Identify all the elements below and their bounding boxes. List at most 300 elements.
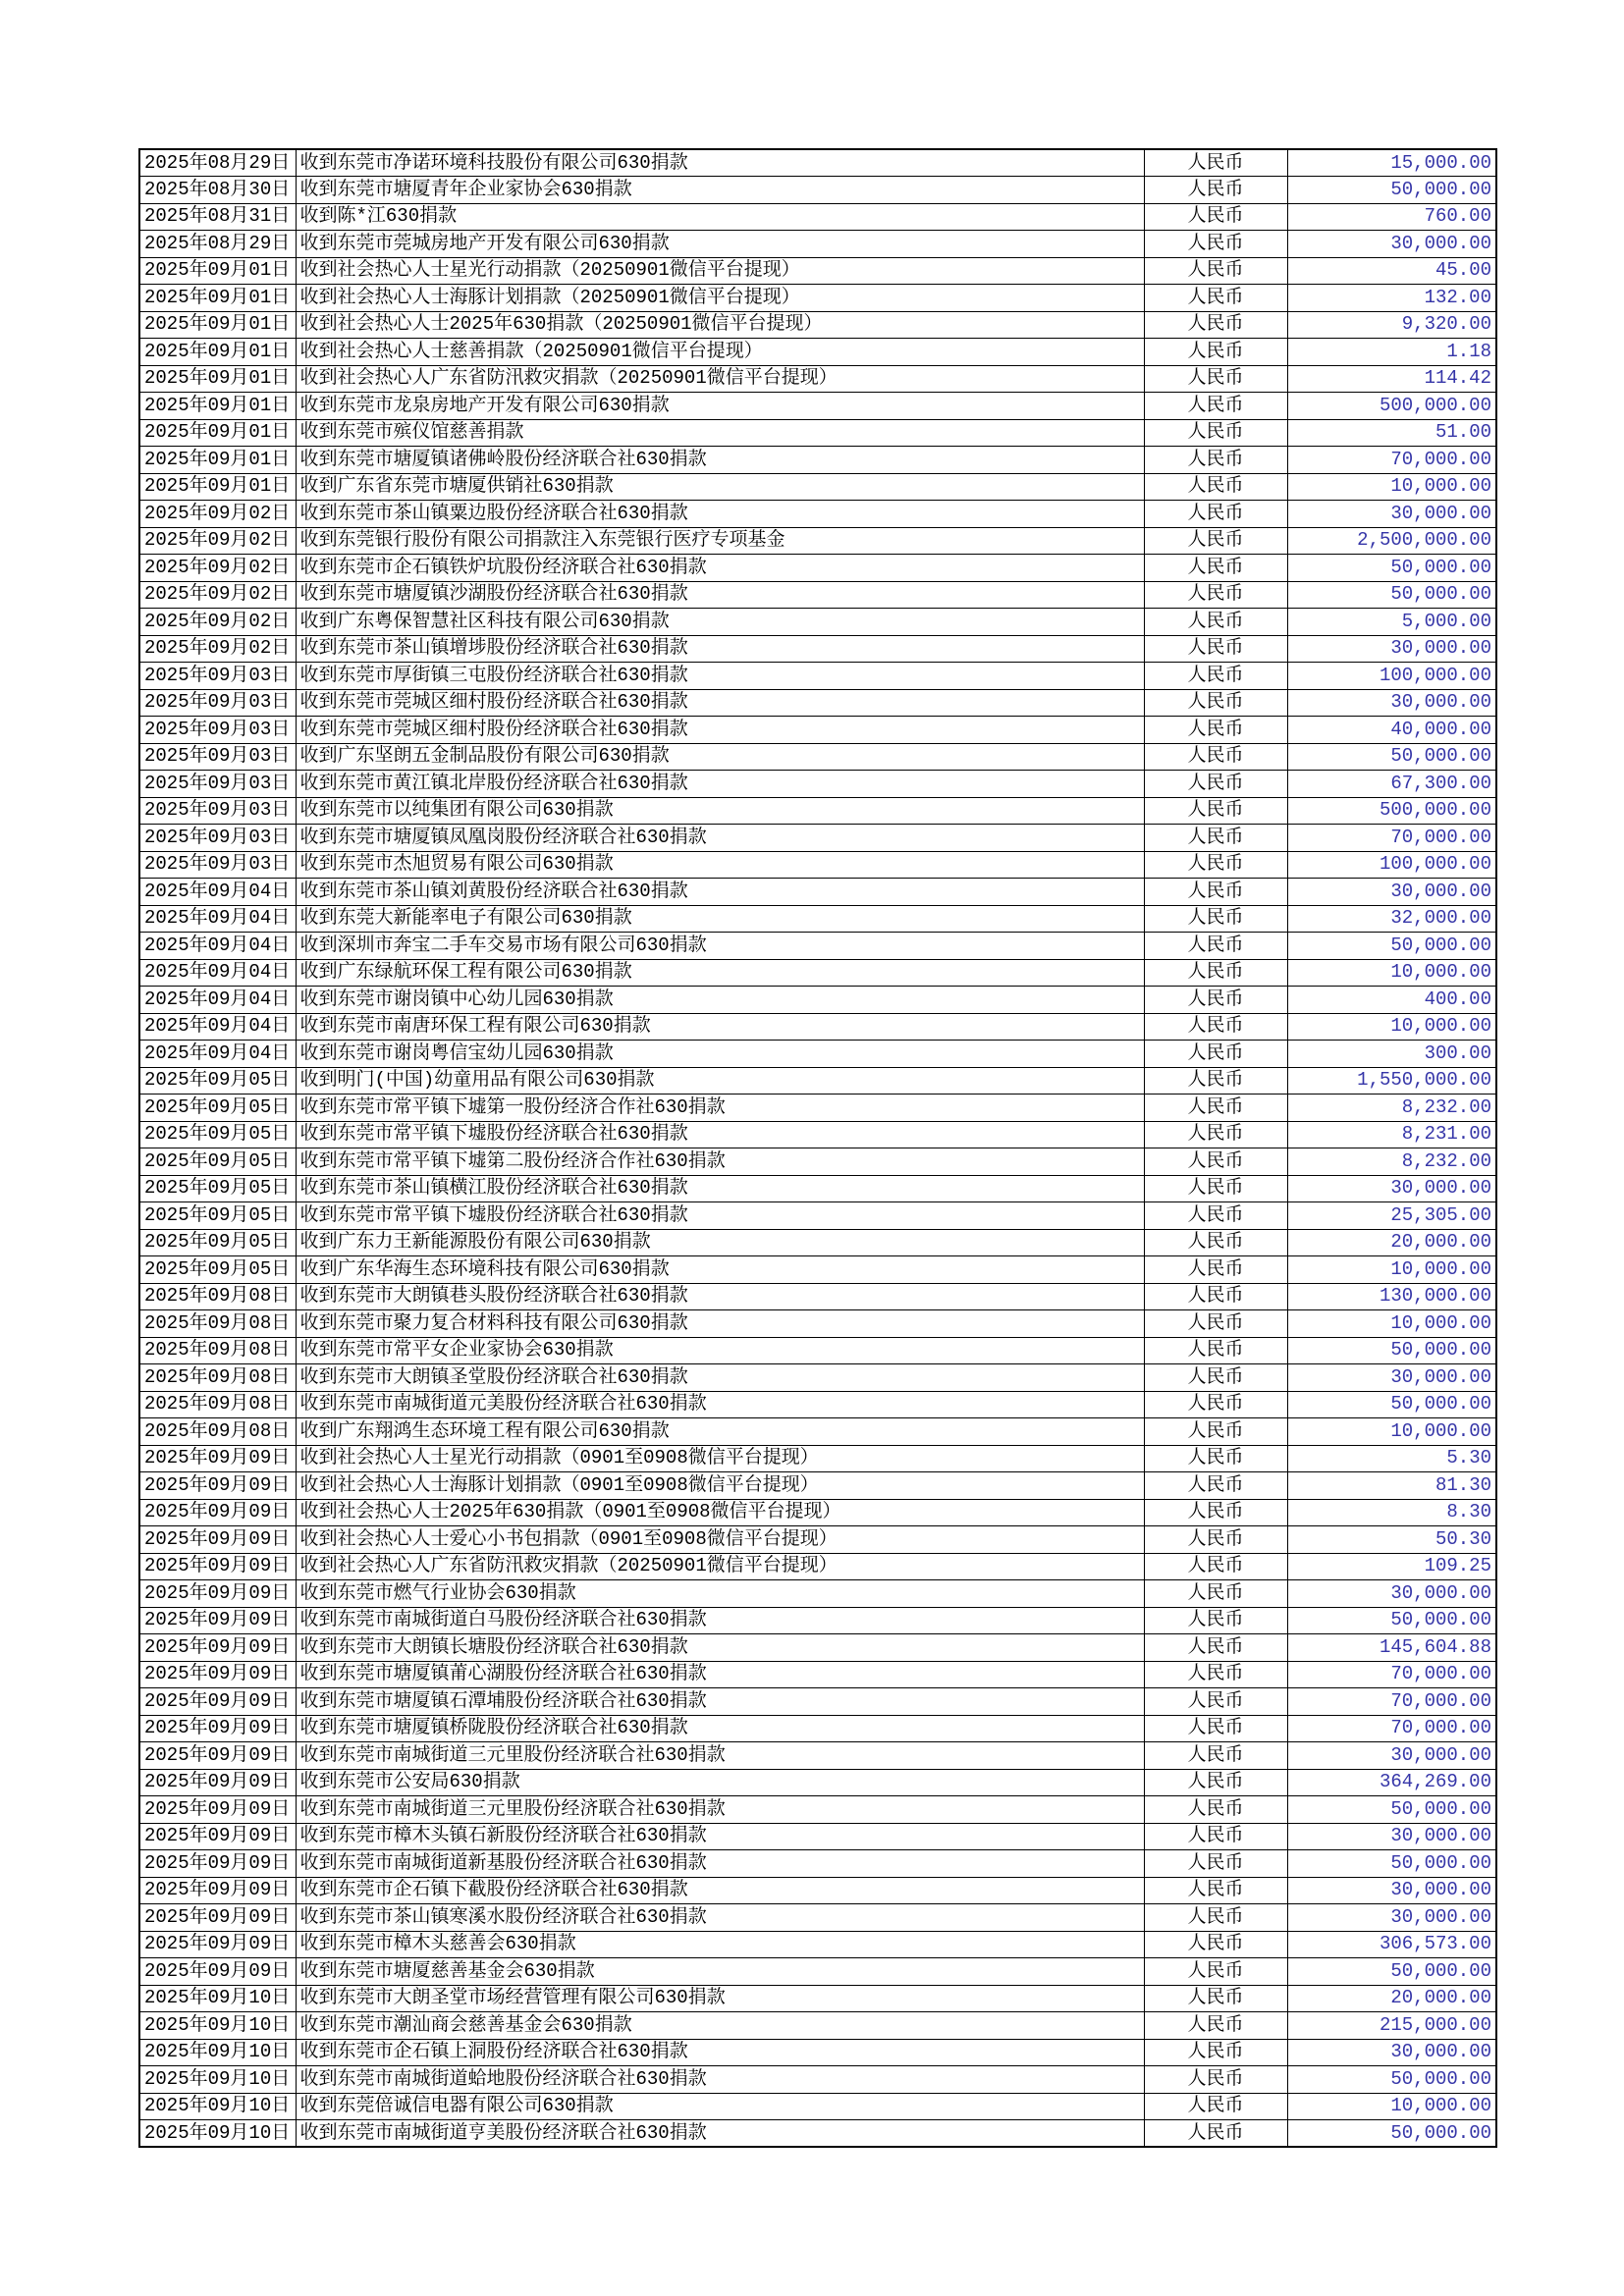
currency-cell: 人民币 [1144, 797, 1287, 825]
date-cell: 2025年09月03日 [139, 851, 296, 879]
table-row [139, 1877, 1496, 1904]
date-cell: 2025年09月01日 [139, 311, 296, 339]
date-cell: 2025年09月05日 [139, 1148, 296, 1176]
date-cell: 2025年09月09日 [139, 1472, 296, 1500]
currency-cell: 人民币 [1144, 311, 1287, 339]
amount-cell: 100,000.00 [1287, 663, 1496, 690]
currency-cell: 人民币 [1144, 581, 1287, 609]
date-cell: 2025年09月09日 [139, 1661, 296, 1688]
description-cell: 收到东莞市南唐环保工程有限公司630捐款 [296, 1013, 1144, 1041]
description-cell: 收到东莞市南城街道亨美股份经济联合社630捐款 [296, 2120, 1144, 2148]
table-row [139, 257, 1496, 285]
currency-cell: 人民币 [1144, 1256, 1287, 1284]
description-cell: 收到东莞市净诺环境科技股份有限公司630捐款 [296, 149, 1144, 177]
amount-cell: 50,000.00 [1287, 177, 1496, 204]
date-cell: 2025年09月10日 [139, 1985, 296, 2012]
date-cell: 2025年09月02日 [139, 501, 296, 528]
table-row [139, 203, 1496, 231]
description-cell: 收到东莞市塘厦镇石潭埔股份经济联合社630捐款 [296, 1688, 1144, 1716]
date-cell: 2025年09月09日 [139, 1742, 296, 1770]
description-cell: 收到东莞市大朗镇长塘股份经济联合社630捐款 [296, 1634, 1144, 1662]
amount-cell: 50.30 [1287, 1526, 1496, 1554]
currency-cell: 人民币 [1144, 987, 1287, 1014]
description-cell: 收到东莞市南城街道元美股份经济联合社630捐款 [296, 1391, 1144, 1418]
date-cell: 2025年09月08日 [139, 1364, 296, 1392]
description-cell: 收到社会热心人士海豚计划捐款（20250901微信平台提现） [296, 285, 1144, 312]
date-cell: 2025年09月09日 [139, 1931, 296, 1958]
table-row [139, 149, 1496, 177]
amount-cell: 50,000.00 [1287, 1796, 1496, 1824]
amount-cell: 8.30 [1287, 1499, 1496, 1526]
date-cell: 2025年09月05日 [139, 1067, 296, 1095]
table-row [139, 581, 1496, 609]
amount-cell: 114.42 [1287, 365, 1496, 393]
currency-cell: 人民币 [1144, 285, 1287, 312]
table-row [139, 1337, 1496, 1364]
amount-cell: 50,000.00 [1287, 1850, 1496, 1878]
table-row [139, 1445, 1496, 1472]
description-cell: 收到东莞市塘厦镇沙湖股份经济联合社630捐款 [296, 581, 1144, 609]
description-cell: 收到东莞市企石镇下截股份经济联合社630捐款 [296, 1877, 1144, 1904]
table-row [139, 393, 1496, 420]
currency-cell: 人民币 [1144, 1742, 1287, 1770]
amount-cell: 109.25 [1287, 1553, 1496, 1580]
date-cell: 2025年09月01日 [139, 393, 296, 420]
amount-cell: 70,000.00 [1287, 1688, 1496, 1716]
amount-cell: 10,000.00 [1287, 1310, 1496, 1338]
date-cell: 2025年09月04日 [139, 987, 296, 1014]
table-row [139, 2012, 1496, 2040]
description-cell: 收到社会热心人士星光行动捐款（20250901微信平台提现） [296, 257, 1144, 285]
description-cell: 收到东莞市塘厦镇莆心湖股份经济联合社630捐款 [296, 1661, 1144, 1688]
description-cell: 收到东莞市塘厦镇桥陇股份经济联合社630捐款 [296, 1715, 1144, 1742]
table-row [139, 1499, 1496, 1526]
currency-cell: 人民币 [1144, 203, 1287, 231]
description-cell: 收到东莞市大朗镇巷头股份经济联合社630捐款 [296, 1283, 1144, 1310]
date-cell: 2025年09月05日 [139, 1202, 296, 1230]
currency-cell: 人民币 [1144, 1688, 1287, 1716]
amount-cell: 40,000.00 [1287, 717, 1496, 744]
currency-cell: 人民币 [1144, 1553, 1287, 1580]
table-row [139, 1202, 1496, 1230]
description-cell: 收到东莞市厚街镇三屯股份经济联合社630捐款 [296, 663, 1144, 690]
date-cell: 2025年09月05日 [139, 1121, 296, 1148]
table-row [139, 1661, 1496, 1688]
date-cell: 2025年09月09日 [139, 1715, 296, 1742]
currency-cell: 人民币 [1144, 1418, 1287, 1446]
date-cell: 2025年09月09日 [139, 1904, 296, 1932]
date-cell: 2025年09月09日 [139, 1499, 296, 1526]
currency-cell: 人民币 [1144, 2093, 1287, 2120]
amount-cell: 215,000.00 [1287, 2012, 1496, 2040]
date-cell: 2025年09月09日 [139, 1958, 296, 1986]
description-cell: 收到东莞市企石镇上洞股份经济联合社630捐款 [296, 2039, 1144, 2066]
table-row [139, 1688, 1496, 1716]
table-row [139, 663, 1496, 690]
amount-cell: 51.00 [1287, 419, 1496, 447]
table-row [139, 797, 1496, 825]
date-cell: 2025年09月10日 [139, 2012, 296, 2040]
currency-cell: 人民币 [1144, 1095, 1287, 1122]
amount-cell: 45.00 [1287, 257, 1496, 285]
table-row [139, 177, 1496, 204]
description-cell: 收到东莞市茶山镇粟边股份经济联合社630捐款 [296, 501, 1144, 528]
currency-cell: 人民币 [1144, 1715, 1287, 1742]
table-row [139, 527, 1496, 555]
currency-cell: 人民币 [1144, 771, 1287, 798]
amount-cell: 30,000.00 [1287, 689, 1496, 717]
description-cell: 收到广东华海生态环境科技有限公司630捐款 [296, 1256, 1144, 1284]
date-cell: 2025年09月05日 [139, 1175, 296, 1202]
date-cell: 2025年09月10日 [139, 2120, 296, 2148]
description-cell: 收到东莞市常平女企业家协会630捐款 [296, 1337, 1144, 1364]
amount-cell: 30,000.00 [1287, 1364, 1496, 1392]
currency-cell: 人民币 [1144, 1850, 1287, 1878]
currency-cell: 人民币 [1144, 1607, 1287, 1634]
description-cell: 收到东莞市茶山镇刘黄股份经济联合社630捐款 [296, 879, 1144, 906]
table-row [139, 1580, 1496, 1608]
table-row [139, 1095, 1496, 1122]
date-cell: 2025年09月03日 [139, 771, 296, 798]
amount-cell: 70,000.00 [1287, 1661, 1496, 1688]
table-row [139, 1526, 1496, 1554]
amount-cell: 10,000.00 [1287, 959, 1496, 987]
amount-cell: 20,000.00 [1287, 1229, 1496, 1256]
currency-cell: 人民币 [1144, 1445, 1287, 1472]
description-cell: 收到广东坚朗五金制品股份有限公司630捐款 [296, 743, 1144, 771]
table-row [139, 1364, 1496, 1392]
description-cell: 收到东莞银行股份有限公司捐款注入东莞银行医疗专项基金 [296, 527, 1144, 555]
description-cell: 收到东莞市茶山镇横江股份经济联合社630捐款 [296, 1175, 1144, 1202]
currency-cell: 人民币 [1144, 419, 1287, 447]
currency-cell: 人民币 [1144, 851, 1287, 879]
date-cell: 2025年09月05日 [139, 1095, 296, 1122]
description-cell: 收到广东绿航环保工程有限公司630捐款 [296, 959, 1144, 987]
donation-ledger-table [138, 148, 1497, 2148]
table-row [139, 1418, 1496, 1446]
date-cell: 2025年09月03日 [139, 717, 296, 744]
date-cell: 2025年09月01日 [139, 365, 296, 393]
table-row [139, 501, 1496, 528]
amount-cell: 50,000.00 [1287, 555, 1496, 582]
date-cell: 2025年09月09日 [139, 1580, 296, 1608]
currency-cell: 人民币 [1144, 1661, 1287, 1688]
description-cell: 收到明门(中国)幼童用品有限公司630捐款 [296, 1067, 1144, 1095]
description-cell: 收到东莞市常平镇下墟第二股份经济合作社630捐款 [296, 1148, 1144, 1176]
date-cell: 2025年09月03日 [139, 743, 296, 771]
description-cell: 收到广东省东莞市塘厦供销社630捐款 [296, 473, 1144, 501]
table-row [139, 1634, 1496, 1662]
table-row [139, 933, 1496, 960]
table-row [139, 609, 1496, 636]
amount-cell: 67,300.00 [1287, 771, 1496, 798]
table-row [139, 905, 1496, 933]
date-cell: 2025年09月04日 [139, 905, 296, 933]
date-cell: 2025年08月29日 [139, 149, 296, 177]
amount-cell: 30,000.00 [1287, 879, 1496, 906]
description-cell: 收到东莞市大朗镇圣堂股份经济联合社630捐款 [296, 1364, 1144, 1392]
date-cell: 2025年09月09日 [139, 1823, 296, 1850]
date-cell: 2025年09月01日 [139, 447, 296, 474]
description-cell: 收到广东力王新能源股份有限公司630捐款 [296, 1229, 1144, 1256]
currency-cell: 人民币 [1144, 663, 1287, 690]
ledger-body [139, 149, 1496, 2147]
table-row [139, 689, 1496, 717]
table-row [139, 1013, 1496, 1041]
amount-cell: 50,000.00 [1287, 933, 1496, 960]
currency-cell: 人民币 [1144, 1823, 1287, 1850]
amount-cell: 10,000.00 [1287, 1013, 1496, 1041]
date-cell: 2025年09月04日 [139, 1013, 296, 1041]
amount-cell: 132.00 [1287, 285, 1496, 312]
table-row [139, 717, 1496, 744]
currency-cell: 人民币 [1144, 1580, 1287, 1608]
currency-cell: 人民币 [1144, 933, 1287, 960]
table-row [139, 851, 1496, 879]
date-cell: 2025年09月02日 [139, 555, 296, 582]
table-row [139, 311, 1496, 339]
currency-cell: 人民币 [1144, 1958, 1287, 1986]
description-cell: 收到东莞市茶山镇增埗股份经济联合社630捐款 [296, 635, 1144, 663]
currency-cell: 人民币 [1144, 905, 1287, 933]
amount-cell: 300.00 [1287, 1041, 1496, 1068]
table-row [139, 1229, 1496, 1256]
description-cell: 收到东莞市常平镇下墟第一股份经济合作社630捐款 [296, 1095, 1144, 1122]
table-row [139, 555, 1496, 582]
amount-cell: 8,232.00 [1287, 1095, 1496, 1122]
table-row [139, 825, 1496, 852]
amount-cell: 130,000.00 [1287, 1283, 1496, 1310]
amount-cell: 15,000.00 [1287, 149, 1496, 177]
description-cell: 收到东莞市塘厦镇诸佛岭股份经济联合社630捐款 [296, 447, 1144, 474]
currency-cell: 人民币 [1144, 1175, 1287, 1202]
table-row [139, 1769, 1496, 1796]
amount-cell: 30,000.00 [1287, 1904, 1496, 1932]
description-cell: 收到社会热心人士2025年630捐款（20250901微信平台提现） [296, 311, 1144, 339]
table-row [139, 1985, 1496, 2012]
amount-cell: 364,269.00 [1287, 1769, 1496, 1796]
amount-cell: 1,550,000.00 [1287, 1067, 1496, 1095]
currency-cell: 人民币 [1144, 1148, 1287, 1176]
description-cell: 收到东莞市殡仪馆慈善捐款 [296, 419, 1144, 447]
amount-cell: 2,500,000.00 [1287, 527, 1496, 555]
date-cell: 2025年09月04日 [139, 933, 296, 960]
currency-cell: 人民币 [1144, 2012, 1287, 2040]
date-cell: 2025年09月08日 [139, 1283, 296, 1310]
amount-cell: 50,000.00 [1287, 743, 1496, 771]
amount-cell: 30,000.00 [1287, 1877, 1496, 1904]
table-row [139, 1121, 1496, 1148]
table-row [139, 1148, 1496, 1176]
table-row [139, 1607, 1496, 1634]
description-cell: 收到东莞市以纯集团有限公司630捐款 [296, 797, 1144, 825]
currency-cell: 人民币 [1144, 1013, 1287, 1041]
date-cell: 2025年09月03日 [139, 689, 296, 717]
currency-cell: 人民币 [1144, 1310, 1287, 1338]
table-row [139, 1742, 1496, 1770]
date-cell: 2025年09月03日 [139, 663, 296, 690]
amount-cell: 145,604.88 [1287, 1634, 1496, 1662]
date-cell: 2025年09月04日 [139, 1041, 296, 1068]
currency-cell: 人民币 [1144, 1229, 1287, 1256]
amount-cell: 30,000.00 [1287, 501, 1496, 528]
description-cell: 收到东莞市南城街道新基股份经济联合社630捐款 [296, 1850, 1144, 1878]
description-cell: 收到东莞市大朗圣堂市场经营管理有限公司630捐款 [296, 1985, 1144, 2012]
currency-cell: 人民币 [1144, 959, 1287, 987]
amount-cell: 50,000.00 [1287, 1958, 1496, 1986]
amount-cell: 30,000.00 [1287, 1823, 1496, 1850]
description-cell: 收到东莞市常平镇下墟股份经济联合社630捐款 [296, 1121, 1144, 1148]
date-cell: 2025年09月09日 [139, 1877, 296, 1904]
table-row [139, 1931, 1496, 1958]
date-cell: 2025年09月04日 [139, 959, 296, 987]
table-row [139, 447, 1496, 474]
description-cell: 收到东莞市燃气行业协会630捐款 [296, 1580, 1144, 1608]
description-cell: 收到广东粤保智慧社区科技有限公司630捐款 [296, 609, 1144, 636]
description-cell: 收到深圳市奔宝二手车交易市场有限公司630捐款 [296, 933, 1144, 960]
currency-cell: 人民币 [1144, 825, 1287, 852]
amount-cell: 306,573.00 [1287, 1931, 1496, 1958]
amount-cell: 50,000.00 [1287, 1337, 1496, 1364]
table-row [139, 635, 1496, 663]
amount-cell: 50,000.00 [1287, 1607, 1496, 1634]
date-cell: 2025年08月31日 [139, 203, 296, 231]
currency-cell: 人民币 [1144, 177, 1287, 204]
amount-cell: 20,000.00 [1287, 1985, 1496, 2012]
table-row [139, 1067, 1496, 1095]
table-row [139, 987, 1496, 1014]
description-cell: 收到东莞市南城街道白马股份经济联合社630捐款 [296, 1607, 1144, 1634]
table-row [139, 1283, 1496, 1310]
currency-cell: 人民币 [1144, 1877, 1287, 1904]
currency-cell: 人民币 [1144, 501, 1287, 528]
date-cell: 2025年09月05日 [139, 1256, 296, 1284]
currency-cell: 人民币 [1144, 717, 1287, 744]
date-cell: 2025年09月04日 [139, 879, 296, 906]
amount-cell: 5,000.00 [1287, 609, 1496, 636]
table-row [139, 1553, 1496, 1580]
amount-cell: 100,000.00 [1287, 851, 1496, 879]
table-row [139, 1310, 1496, 1338]
currency-cell: 人民币 [1144, 555, 1287, 582]
amount-cell: 8,232.00 [1287, 1148, 1496, 1176]
date-cell: 2025年09月03日 [139, 797, 296, 825]
currency-cell: 人民币 [1144, 1985, 1287, 2012]
currency-cell: 人民币 [1144, 879, 1287, 906]
amount-cell: 8,231.00 [1287, 1121, 1496, 1148]
description-cell: 收到广东翔鸿生态环境工程有限公司630捐款 [296, 1418, 1144, 1446]
amount-cell: 400.00 [1287, 987, 1496, 1014]
currency-cell: 人民币 [1144, 1041, 1287, 1068]
date-cell: 2025年09月09日 [139, 1634, 296, 1662]
amount-cell: 50,000.00 [1287, 2066, 1496, 2094]
description-cell: 收到东莞市谢岗粤信宝幼儿园630捐款 [296, 1041, 1144, 1068]
date-cell: 2025年09月03日 [139, 825, 296, 852]
amount-cell: 25,305.00 [1287, 1202, 1496, 1230]
table-row [139, 1823, 1496, 1850]
date-cell: 2025年09月09日 [139, 1553, 296, 1580]
table-row [139, 2066, 1496, 2094]
description-cell: 收到东莞市龙泉房地产开发有限公司630捐款 [296, 393, 1144, 420]
date-cell: 2025年09月10日 [139, 2039, 296, 2066]
amount-cell: 500,000.00 [1287, 393, 1496, 420]
currency-cell: 人民币 [1144, 1202, 1287, 1230]
date-cell: 2025年09月09日 [139, 1850, 296, 1878]
currency-cell: 人民币 [1144, 1391, 1287, 1418]
table-row [139, 419, 1496, 447]
table-row [139, 2093, 1496, 2120]
description-cell: 收到东莞市莞城区细村股份经济联合社630捐款 [296, 689, 1144, 717]
description-cell: 收到东莞市茶山镇寒溪水股份经济联合社630捐款 [296, 1904, 1144, 1932]
table-row [139, 1472, 1496, 1500]
amount-cell: 760.00 [1287, 203, 1496, 231]
description-cell: 收到社会热心人士星光行动捐款（0901至0908微信平台提现） [296, 1445, 1144, 1472]
currency-cell: 人民币 [1144, 257, 1287, 285]
description-cell: 收到东莞市莞城区细村股份经济联合社630捐款 [296, 717, 1144, 744]
date-cell: 2025年09月01日 [139, 419, 296, 447]
description-cell: 收到东莞市常平镇下墟股份经济联合社630捐款 [296, 1202, 1144, 1230]
currency-cell: 人民币 [1144, 635, 1287, 663]
table-row [139, 365, 1496, 393]
date-cell: 2025年09月09日 [139, 1769, 296, 1796]
date-cell: 2025年09月08日 [139, 1418, 296, 1446]
date-cell: 2025年09月08日 [139, 1337, 296, 1364]
table-row [139, 1256, 1496, 1284]
currency-cell: 人民币 [1144, 447, 1287, 474]
currency-cell: 人民币 [1144, 2039, 1287, 2066]
description-cell: 收到东莞市潮汕商会慈善基金会630捐款 [296, 2012, 1144, 2040]
amount-cell: 10,000.00 [1287, 1256, 1496, 1284]
description-cell: 收到东莞市莞城房地产开发有限公司630捐款 [296, 231, 1144, 258]
amount-cell: 50,000.00 [1287, 581, 1496, 609]
amount-cell: 9,320.00 [1287, 311, 1496, 339]
date-cell: 2025年09月01日 [139, 257, 296, 285]
table-row [139, 771, 1496, 798]
amount-cell: 30,000.00 [1287, 1742, 1496, 1770]
table-row [139, 1391, 1496, 1418]
currency-cell: 人民币 [1144, 743, 1287, 771]
date-cell: 2025年09月08日 [139, 1310, 296, 1338]
date-cell: 2025年09月10日 [139, 2093, 296, 2120]
date-cell: 2025年09月08日 [139, 1391, 296, 1418]
description-cell: 收到东莞市杰旭贸易有限公司630捐款 [296, 851, 1144, 879]
amount-cell: 50,000.00 [1287, 2120, 1496, 2148]
date-cell: 2025年09月09日 [139, 1526, 296, 1554]
date-cell: 2025年09月01日 [139, 473, 296, 501]
amount-cell: 81.30 [1287, 1472, 1496, 1500]
date-cell: 2025年08月29日 [139, 231, 296, 258]
currency-cell: 人民币 [1144, 1904, 1287, 1932]
description-cell: 收到东莞大新能率电子有限公司630捐款 [296, 905, 1144, 933]
date-cell: 2025年09月02日 [139, 527, 296, 555]
description-cell: 收到东莞市塘厦慈善基金会630捐款 [296, 1958, 1144, 1986]
description-cell: 收到社会热心人士慈善捐款（20250901微信平台提现） [296, 339, 1144, 366]
amount-cell: 10,000.00 [1287, 473, 1496, 501]
currency-cell: 人民币 [1144, 1121, 1287, 1148]
table-row [139, 743, 1496, 771]
currency-cell: 人民币 [1144, 473, 1287, 501]
description-cell: 收到东莞市南城街道三元里股份经济联合社630捐款 [296, 1796, 1144, 1824]
currency-cell: 人民币 [1144, 365, 1287, 393]
amount-cell: 50,000.00 [1287, 1391, 1496, 1418]
description-cell: 收到社会热心人士2025年630捐款（0901至0908微信平台提现） [296, 1499, 1144, 1526]
currency-cell: 人民币 [1144, 527, 1287, 555]
description-cell: 收到社会热心人士海豚计划捐款（0901至0908微信平台提现） [296, 1472, 1144, 1500]
date-cell: 2025年09月02日 [139, 609, 296, 636]
table-row [139, 2120, 1496, 2148]
amount-cell: 30,000.00 [1287, 1175, 1496, 1202]
description-cell: 收到东莞市谢岗镇中心幼儿园630捐款 [296, 987, 1144, 1014]
